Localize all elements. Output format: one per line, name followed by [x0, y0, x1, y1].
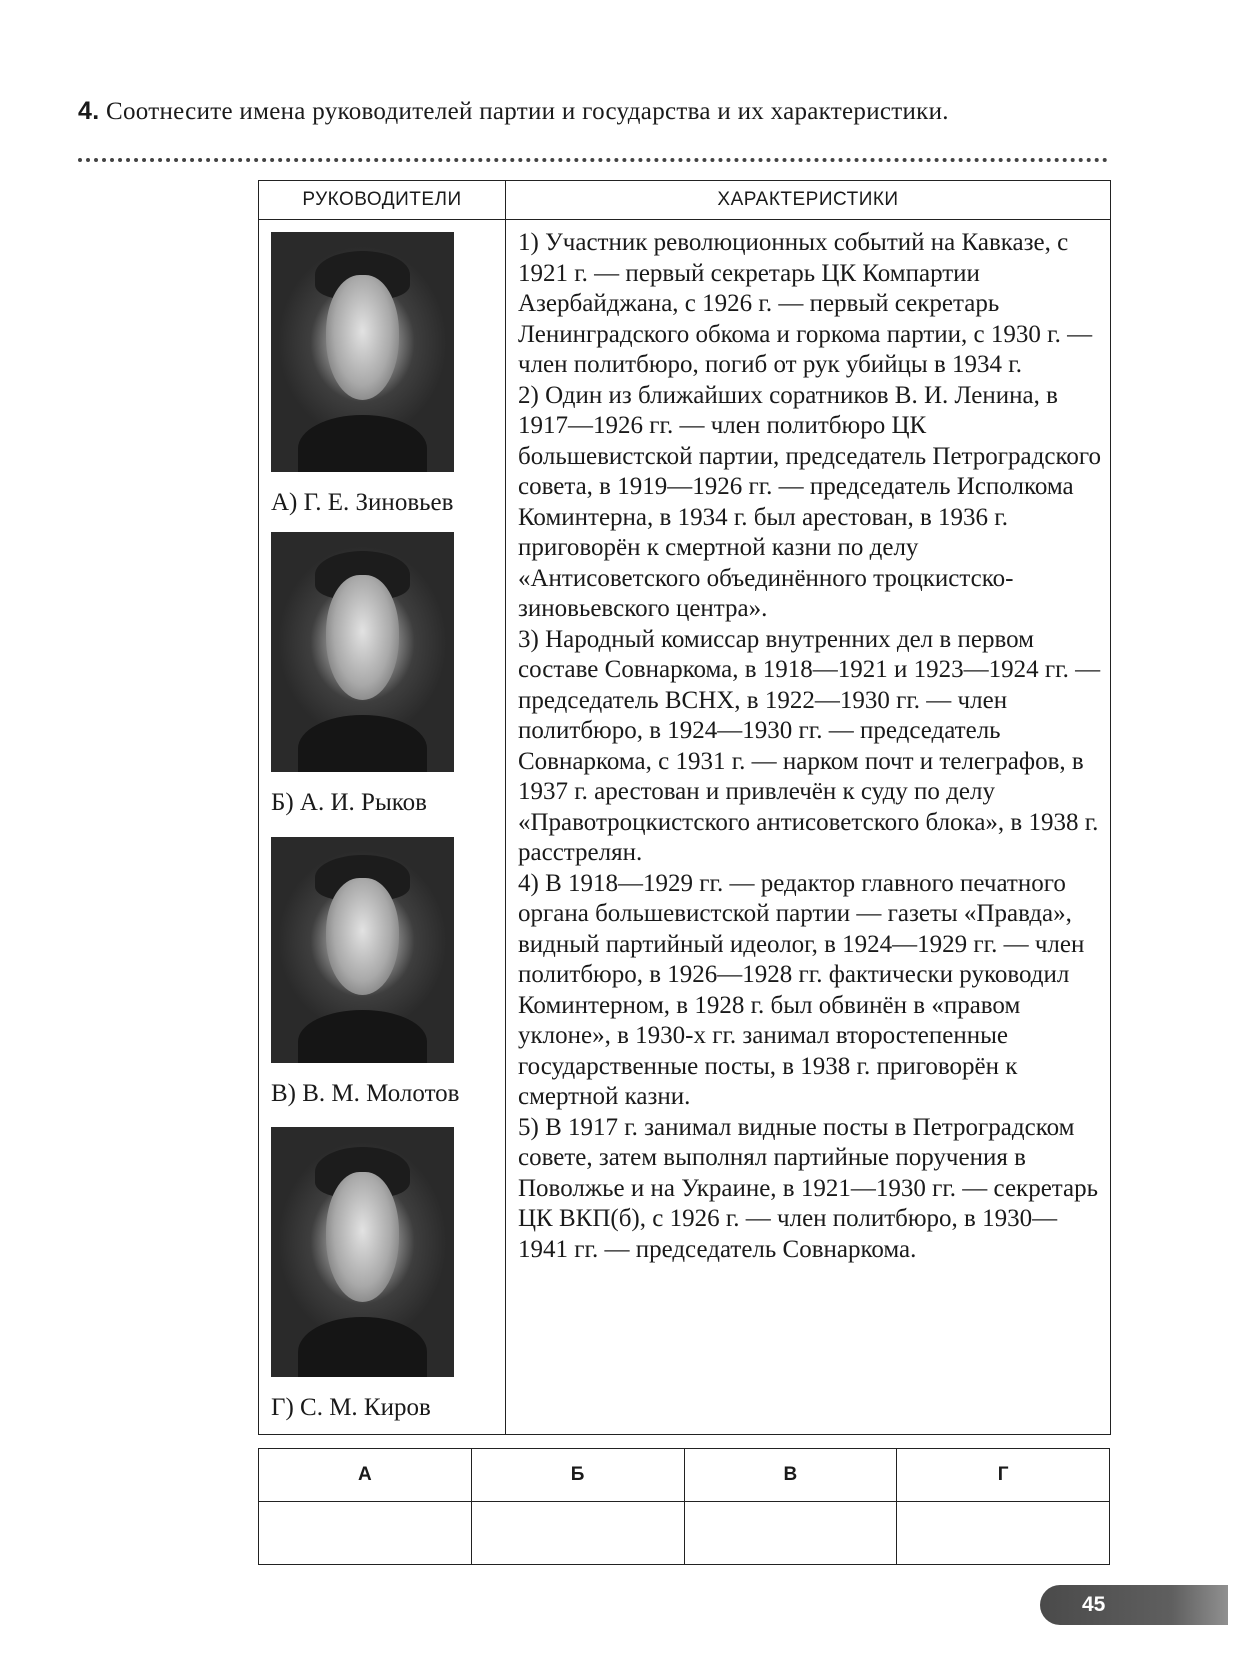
leader-item — [271, 532, 511, 818]
matching-table — [258, 180, 1111, 1435]
characteristic-item: 2) Один из ближайших соратников В. И. Ленина, в 1917—1926 гг. — член политбюро ЦК большевистской партии, председатель Петроградского совета, в 1919—1926 гг. — председатель Исполкома Коминтерна, в 1934 г. был арестован, в 1936 г. приговорён к смертной казни по делу «Антисоветского объединённого троцкистско-зиновьевского центра». — [518, 381, 1101, 622]
portrait-photo — [271, 232, 454, 472]
leader-label: Б) А. И. Рыков — [271, 789, 427, 816]
page-number: 45 — [1040, 1585, 1228, 1625]
characteristic-item: 1) Участник революционных событий на Кавказе, с 1921 г. — первый секретарь ЦК Компартии Азербайджана, с 1926 г. — первый секретарь Ленинградского обкома и горкома партии, с 1930 г. — член политбюро, погиб от рук убийцы в 1934 г. — [518, 229, 1093, 378]
leader-label: В) В. М. Молотов — [271, 1080, 460, 1107]
header-leaders: РУКОВОДИТЕЛИ — [259, 181, 506, 220]
answer-cell-b[interactable] — [471, 1502, 684, 1565]
dotted-divider — [78, 158, 1108, 162]
answer-cell-a[interactable] — [259, 1502, 472, 1565]
portrait-photo — [271, 837, 454, 1063]
answer-header-b: Б — [471, 1449, 684, 1502]
answer-cell-v[interactable] — [684, 1502, 897, 1565]
portrait-photo — [271, 1127, 454, 1377]
answer-header-g: Г — [897, 1449, 1110, 1502]
leader-label: Г) С. М. Киров — [271, 1394, 431, 1421]
characteristic-item: 4) В 1918—1929 гг. — редактор главного печатного органа большевистской партии — газеты «Правда», видный партийный идеолог, в 1924—1929 гг. — член политбюро, в 1926—1928 гг. фактически руководил Коминтерном, в 1928 г. был обвинён в «правом уклоне», в 1930-х гг. занимал второстепенные государственные посты, в 1938 г. приговорён к смертной казни. — [518, 869, 1085, 1110]
task-text: Соотнесите имена руководителей партии и государства и их характеристики. — [106, 98, 949, 125]
answer-cell-g[interactable] — [897, 1502, 1110, 1565]
header-characteristics: ХАРАКТЕРИСТИКИ — [506, 181, 1111, 220]
task-number: 4. — [78, 97, 100, 125]
characteristic-item: 3) Народный комиссар внутренних дел в первом составе Совнаркома, в 1918—1921 и 1923—1924 гг. — председатель ВСНХ, в 1922—1930 гг. — член политбюро, в 1924—1930 гг. — председатель Совнаркома, с 1931 г. — нарком почт и телеграфов, в 1937 г. арестован и привлечён к суду по делу «Правотроцкистского антисоветского блока», в 1938 г. расстрелян. — [518, 625, 1101, 866]
characteristic-item: 5) В 1917 г. занимал видные посты в Петроградском совете, затем выполнял партийные поручения в Поволжье и на Украине, в 1921—1930 гг. — секретарь ЦК ВКП(б), с 1926 г. — член политбюро, в 1930—1941 гг. — председатель Совнаркома. — [518, 1113, 1099, 1263]
portrait-photo — [271, 532, 454, 772]
leader-item — [271, 232, 511, 518]
leaders-column — [259, 220, 506, 1435]
characteristics-column — [506, 220, 1111, 1435]
answer-header-v: В — [684, 1449, 897, 1502]
leader-label: А) Г. Е. Зиновьев — [271, 489, 454, 516]
task-statement — [78, 96, 1108, 127]
answer-header-a: А — [259, 1449, 472, 1502]
leader-item — [271, 1127, 511, 1423]
answer-table — [258, 1448, 1110, 1565]
leader-item — [271, 837, 511, 1109]
